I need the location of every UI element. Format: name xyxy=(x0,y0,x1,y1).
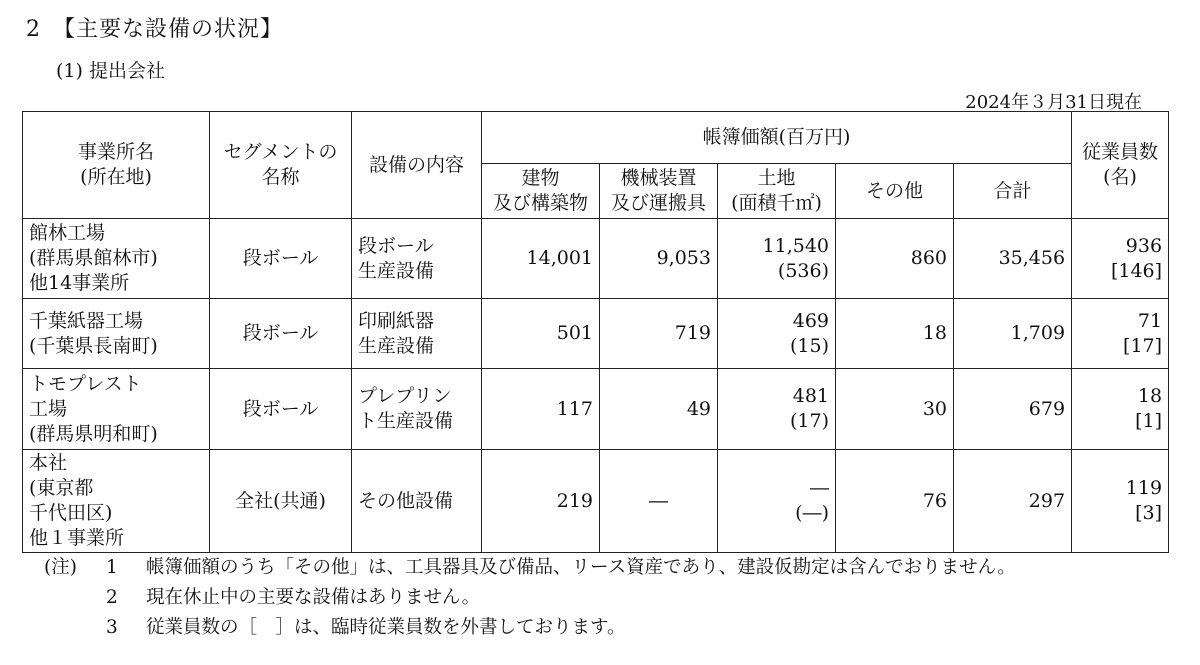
total-cell: 297 xyxy=(954,450,1072,553)
header-segment: セグメントの 名称 xyxy=(210,112,352,219)
office-cell: 千葉紙器工場 (千葉県長南町) xyxy=(23,299,210,369)
note-number: 1 xyxy=(106,557,118,578)
office-cell: トモプレスト 工場 (群馬県明和町) xyxy=(23,369,210,450)
subsection-heading: (1) 提出会社 xyxy=(56,60,165,82)
table-row xyxy=(23,219,1169,299)
machinery-cell: 49 xyxy=(600,369,718,450)
notes-section xyxy=(44,553,1016,643)
other-cell: 18 xyxy=(836,299,954,369)
note-text: 従業員数の［ ］は、臨時従業員数を外書しております。 xyxy=(146,617,626,638)
land-cell: ― (―) xyxy=(718,450,836,553)
note-number: 2 xyxy=(106,587,118,608)
employees-cell: 71 [17] xyxy=(1072,299,1169,369)
note-number: 3 xyxy=(106,617,118,638)
other-cell: 30 xyxy=(836,369,954,450)
employees-cell: 18 [1] xyxy=(1072,369,1169,450)
land-cell: 11,540 (536) xyxy=(718,219,836,299)
table-row xyxy=(23,369,1169,450)
facility-cell: その他設備 xyxy=(352,450,482,553)
employees-cell: 936 [146] xyxy=(1072,219,1169,299)
note-text: 現在休止中の主要な設備はありません。 xyxy=(146,587,481,608)
header-land: 土地 (面積千㎡) xyxy=(718,164,836,219)
land-cell: 481 (17) xyxy=(718,369,836,450)
note-text: 帳簿価額のうち「その他」は、工具器具及び備品、リース資産であり、建設仮勘定は含んでおりません。 xyxy=(146,557,1016,578)
note-item xyxy=(44,613,1016,643)
facility-cell: 印刷紙器 生産設備 xyxy=(352,299,482,369)
total-cell: 35,456 xyxy=(954,219,1072,299)
buildings-cell: 219 xyxy=(482,450,600,553)
segment-cell: 段ボール xyxy=(210,219,352,299)
note-item xyxy=(44,583,1016,613)
header-total: 合計 xyxy=(954,164,1072,219)
facility-cell: 段ボール 生産設備 xyxy=(352,219,482,299)
header-employees: 従業員数 (名) xyxy=(1072,112,1169,219)
buildings-cell: 501 xyxy=(482,299,600,369)
machinery-cell: 9,053 xyxy=(600,219,718,299)
header-other: その他 xyxy=(836,164,954,219)
section-heading: 2 【主要な設備の状況】 xyxy=(26,17,283,42)
segment-cell: 全社(共通) xyxy=(210,450,352,553)
notes-prefix: (注) xyxy=(44,557,77,578)
header-book-value: 帳簿価額(百万円) xyxy=(482,112,1072,164)
total-cell: 1,709 xyxy=(954,299,1072,369)
employees-cell: 119 [3] xyxy=(1072,450,1169,553)
equipment-table xyxy=(22,111,1169,553)
office-cell: 館林工場 (群馬県館林市) 他14事業所 xyxy=(23,219,210,299)
facility-cell: プレプリン ト生産設備 xyxy=(352,369,482,450)
machinery-cell: 719 xyxy=(600,299,718,369)
other-cell: 76 xyxy=(836,450,954,553)
note-item xyxy=(44,553,1016,583)
segment-cell: 段ボール xyxy=(210,299,352,369)
segment-cell: 段ボール xyxy=(210,369,352,450)
header-office: 事業所名 (所在地) xyxy=(23,112,210,219)
table-row xyxy=(23,299,1169,369)
buildings-cell: 14,001 xyxy=(482,219,600,299)
other-cell: 860 xyxy=(836,219,954,299)
header-row-1 xyxy=(23,112,1169,164)
header-machinery: 機械装置 及び運搬具 xyxy=(600,164,718,219)
table-row xyxy=(23,450,1169,553)
header-facility: 設備の内容 xyxy=(352,112,482,219)
land-cell: 469 (15) xyxy=(718,299,836,369)
header-buildings: 建物 及び構築物 xyxy=(482,164,600,219)
machinery-cell: ― xyxy=(600,450,718,553)
office-cell: 本社 (東京都 千代田区) 他１事業所 xyxy=(23,450,210,553)
buildings-cell: 117 xyxy=(482,369,600,450)
as-of-date: 2024年３月31日現在 xyxy=(965,92,1142,113)
total-cell: 679 xyxy=(954,369,1072,450)
